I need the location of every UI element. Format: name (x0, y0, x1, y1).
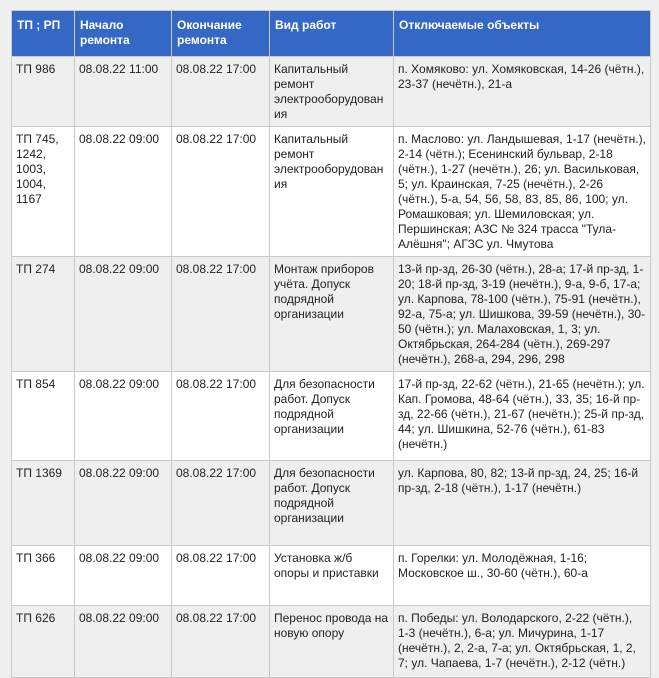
cell-tp: ТП 274 (12, 257, 75, 372)
cell-end: 08.08.22 17:00 (172, 372, 270, 461)
cell-start: 08.08.22 11:00 (75, 57, 172, 127)
header-objects: Отключаемые объекты (394, 11, 651, 57)
cell-objects: п. Горелки: ул. Молодёжная, 1-16; Московское ш., 30-60 (чётн.), 60-а (394, 546, 651, 606)
cell-objects: п. Хомяково: ул. Хомяковская, 14-26 (чётн.), 23-37 (нечётн.), 21-а (394, 57, 651, 127)
table-row (12, 606, 651, 678)
table-row (12, 546, 651, 606)
table-row (12, 127, 651, 257)
cell-work-type: Капитальный ремонт электрооборудования (270, 127, 394, 257)
header-work-type: Вид работ (270, 11, 394, 57)
header-row (12, 11, 651, 57)
cell-objects: 13-й пр-зд, 26-30 (чётн.), 28-а; 17-й пр-зд, 1-20; 18-й пр-зд, 3-19 (нечётн.), 9-а, 9-б, 17-а; ул. Карпова, 78-100 (чётн.), 75-91 (нечётн.), 92-а, 75-а; ул. Шишкова, 39-59 (нечётн.), 30-50 (чётн.); ул. Малаховская, 1, 3; ул. Октябрьская, 264-284 (чётн.), 269-297 (нечётн.), 268-а, 294, 296, 298 (394, 257, 651, 372)
header-tp: ТП ; РП (12, 11, 75, 57)
cell-objects: п. Победы: ул. Володарского, 2-22 (чётн.), 1-3 (нечётн.), 6-а; ул. Мичурина, 1-17 (нечётн.), 2, 2-а, 7-а; ул. Октябрьская, 1, 2, 7; ул. Чапаева, 1-7 (нечётн.), 2-12 (чётн.) (394, 606, 651, 678)
cell-work-type: Установка ж/б опоры и приставки (270, 546, 394, 606)
table-body (12, 57, 651, 678)
cell-work-type: Перенос провода на новую опору (270, 606, 394, 678)
table-row (12, 57, 651, 127)
header-start: Начало ремонта (75, 11, 172, 57)
cell-tp: ТП 1369 (12, 461, 75, 546)
cell-tp: ТП 366 (12, 546, 75, 606)
table-row (12, 372, 651, 461)
cell-work-type: Капитальный ремонт электрооборудования (270, 57, 394, 127)
outage-table-container (11, 10, 650, 678)
cell-work-type: Монтаж приборов учёта. Допуск подрядной организации (270, 257, 394, 372)
cell-start: 08.08.22 09:00 (75, 606, 172, 678)
header-end: Окончание ремонта (172, 11, 270, 57)
cell-start: 08.08.22 09:00 (75, 461, 172, 546)
cell-start: 08.08.22 09:00 (75, 372, 172, 461)
cell-tp: ТП 626 (12, 606, 75, 678)
cell-objects: ул. Карпова, 80, 82; 13-й пр-зд, 24, 25; 16-й пр-зд, 2-18 (чётн.), 1-17 (нечётн.) (394, 461, 651, 546)
cell-end: 08.08.22 17:00 (172, 57, 270, 127)
cell-end: 08.08.22 17:00 (172, 546, 270, 606)
cell-end: 08.08.22 17:00 (172, 461, 270, 546)
cell-start: 08.08.22 09:00 (75, 127, 172, 257)
cell-tp: ТП 854 (12, 372, 75, 461)
cell-work-type: Для безопасности работ. Допуск подрядной организации (270, 372, 394, 461)
cell-tp: ТП 986 (12, 57, 75, 127)
cell-end: 08.08.22 17:00 (172, 606, 270, 678)
cell-objects: 17-й пр-зд, 22-62 (чётн.), 21-65 (нечётн.); ул. Кап. Громова, 48-64 (чётн.), 33, 35; 16-й пр-зд, 22-66 (чётн.), 21-67 (нечётн.); 25-й пр-зд, 44; ул. Шишкина, 52-76 (чётн.), 61-83 (нечётн.) (394, 372, 651, 461)
cell-start: 08.08.22 09:00 (75, 257, 172, 372)
cell-start: 08.08.22 09:00 (75, 546, 172, 606)
table-header (12, 11, 651, 57)
cell-work-type: Для безопасности работ. Допуск подрядной организации (270, 461, 394, 546)
cell-end: 08.08.22 17:00 (172, 127, 270, 257)
outage-schedule-table (11, 10, 651, 678)
cell-tp: ТП 745, 1242, 1003, 1004, 1167 (12, 127, 75, 257)
table-row (12, 257, 651, 372)
cell-end: 08.08.22 17:00 (172, 257, 270, 372)
table-row (12, 461, 651, 546)
cell-objects: п. Маслово: ул. Ландышевая, 1-17 (нечётн.), 2-14 (чётн.); Есенинский бульвар, 2-18 (чётн.), 1-27 (нечётн.), 26; ул. Васильковая, 5; ул. Краинская, 7-25 (нечётн.), 2-26 (чётн.), 5-а, 54, 56, 58, 83, 85, 86, 100; ул. Ромашковая; ул. Шемиловская; ул. Першинская; АЗС № 324 трасса "Тула-Алёшня"; АГЗС ул. Чмутова (394, 127, 651, 257)
